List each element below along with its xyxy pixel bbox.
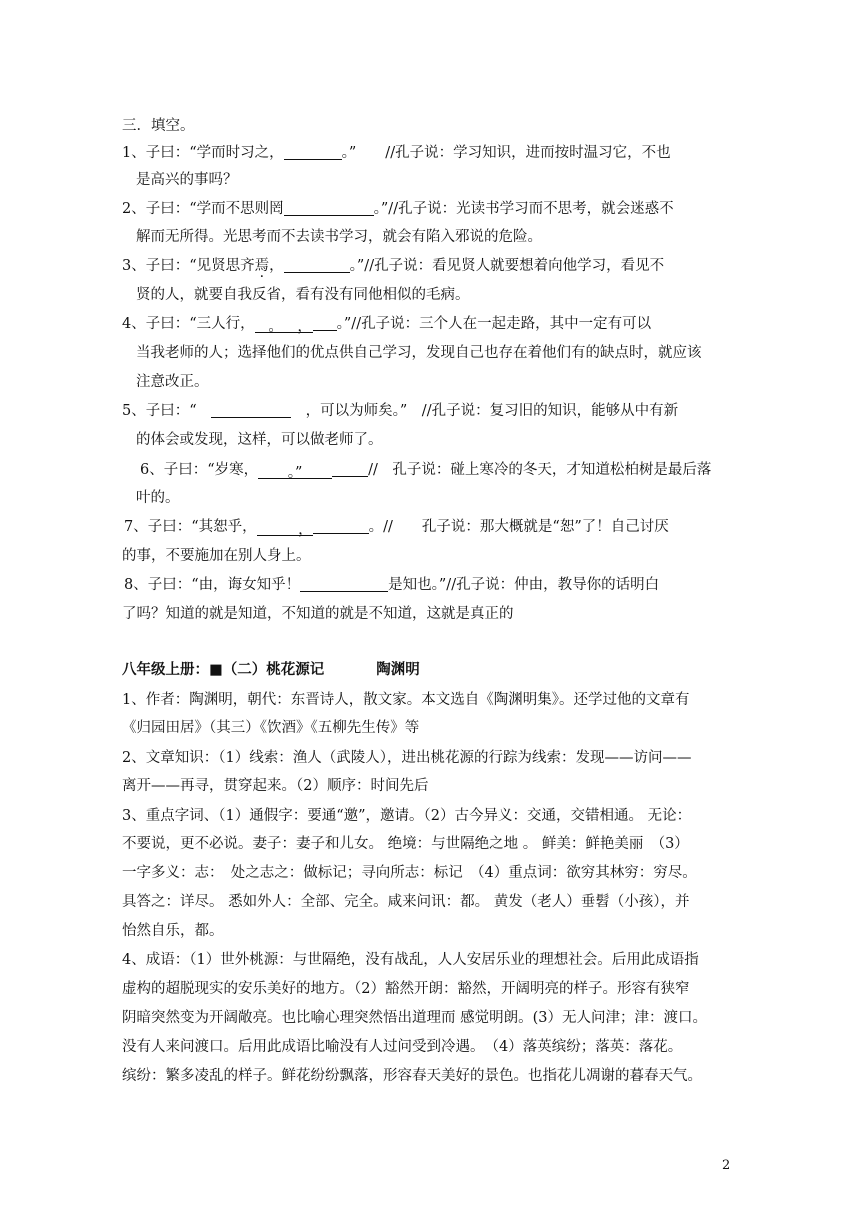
body-line: 1、作者：陶渊明，朝代：东晋诗人，散文家。本文选自《陶渊明集》。还学过他的文章有: [122, 692, 690, 708]
fill-blank[interactable]: 。”: [258, 463, 332, 479]
body-line: 阴暗突然变为开阔敞亮。也比喻心理突然悟出道理而 感觉明朗。(3）无人问津；津：渡口。: [122, 1010, 707, 1026]
item-5-line-2: 的体会或发现，这样，可以做老师了。: [136, 432, 383, 448]
item-1-line-2: 是高兴的事吗？: [136, 172, 238, 188]
lesson-author: 陶渊明: [376, 662, 420, 678]
body-line: 怡然自乐，都。: [122, 923, 224, 939]
item-3-line-2: 贤的人，就要自我反省，看有没有同他相似的毛病。: [136, 287, 470, 303]
item-7-line-2: 的事，不要施加在别人身上。: [122, 548, 311, 564]
fill-blank[interactable]: ，: [257, 520, 313, 536]
fill-blank[interactable]: [284, 200, 374, 216]
body-line: 2、文章知识：（1）线索：渔人（武陵人），进出桃花源的行踪为线索：发现——访问——: [122, 750, 692, 766]
fill-blank[interactable]: 。: [255, 317, 297, 333]
body-line: 没有人来问渡口。后用此成语比喻没有人过问受到冷遇。 （4）落英缤纷；落英：落花。: [122, 1039, 683, 1055]
fill-blank[interactable]: [284, 257, 350, 273]
body-line: 具答之：详尽。 悉如外人：全部、完全。咸来问讯：都。 黄发（老人）垂髫（小孩），并: [122, 894, 690, 910]
body-line: 缤纷：繁多凌乱的样子。鲜花纷纷飘落，形容春天美好的景色。也指花儿凋谢的暮春天气。: [122, 1068, 702, 1084]
body-line: 一字多义：志： 处之志之：做标记；寻向所志：标记 （4）重点词：欲穷其林穷：穷尽。: [122, 865, 697, 881]
item-5-line-1: 5、子曰：“ ，可以为师矣。” //孔子说：复习旧的知识，能够从中有新: [122, 403, 679, 419]
item-6-line-2: 叶的。: [136, 490, 180, 506]
item-4-line-3: 注意改正。: [136, 374, 209, 390]
item-6-line-1: 6、子曰：“岁寒， 。” // 孔子说：碰上寒冷的冬天，才知道松柏树是最后落: [140, 462, 712, 481]
section-title: 三．填空。: [122, 118, 195, 134]
body-line: 虚构的超脱现实的安乐美好的地方。（2）豁然开朗：豁然，开阔明亮的样子。形容有狭窄: [122, 981, 690, 997]
item-8-line-1: 8、子曰：“由，诲女知乎！ 是知也。”//孔子说：仲由，教导你的话明白: [124, 577, 660, 593]
body-line: 4、成语：（1）世外桃源：与世隔绝，没有战乱，人人安居乐业的理想社会。后用此成语指: [122, 952, 699, 968]
body-line: 离开——再寻，贯穿起来。（2）顺序：时间先后: [122, 778, 429, 794]
fill-blank[interactable]: [313, 315, 337, 331]
fill-blank[interactable]: [211, 402, 291, 418]
item-4-line-2: 当我老师的人；选择他们的优点供自己学习，发现自己也存在着他们有的缺点时，就应该: [136, 345, 702, 361]
item-3-line-1: 3、子曰：“见贤思齐焉， 。”//孔子说：看见贤人就要想着向他学习，看见不: [122, 258, 665, 274]
item-1-line-1: 1、子曰：“学而时习之， 。” //孔子说：学习知识，进而按时温习它，不也: [122, 145, 671, 161]
fill-blank[interactable]: ，: [297, 319, 312, 335]
body-line: 不要说，更不必说。妻子：妻子和儿女。 绝境：与世隔绝之地 。 鲜美：鲜艳美丽 （3）: [122, 836, 689, 852]
body-line: 《归园田居》（其三）《饮酒》《五柳先生传》等: [122, 720, 420, 736]
item-7-line-1: 7、子曰：“其恕乎， ， 。// 孔子说：那大概就是“恕”了！自己讨厌: [124, 519, 669, 538]
fill-blank[interactable]: [284, 144, 342, 160]
fill-blank[interactable]: [332, 461, 368, 477]
item-8-line-2: 了吗？知道的就是知道，不知道的就是不知道，这就是真正的: [122, 606, 514, 622]
page-number: 2: [722, 1158, 731, 1173]
item-2-line-1: 2、子曰：“学而不思则罔 。”//孔子说：光读书学习而不思考，就会迷惑不: [122, 201, 674, 217]
fill-blank[interactable]: [313, 518, 369, 534]
body-line: 3、重点字词、（1）通假字：要通“邀”，邀请。（2）古今异义：交通，交错相通。 无论：: [122, 808, 692, 824]
item-2-line-2: 解而无所得。光思考而不去读书学习，就会有陷入邪说的危险。: [136, 229, 542, 245]
fill-blank[interactable]: [300, 576, 388, 592]
lesson-heading: 八年级上册：■（二）桃花源记 陶渊明: [122, 662, 420, 678]
item-4-line-1: 4、子曰：“三人行， 。 ， 。”//孔子说：三个人在一起走路，其中一定有可以: [122, 316, 652, 335]
